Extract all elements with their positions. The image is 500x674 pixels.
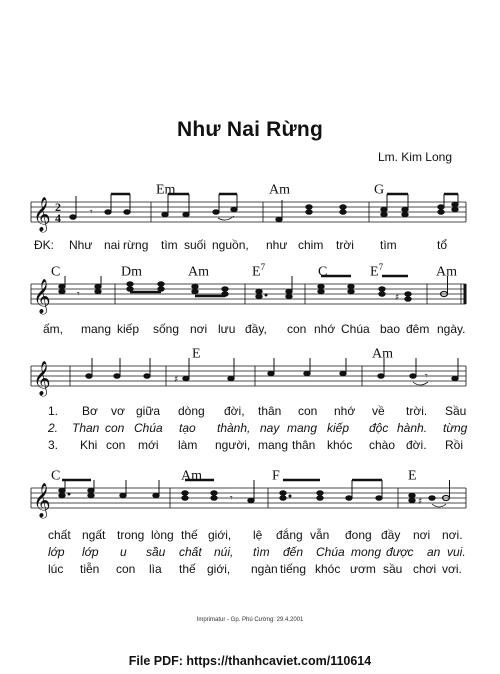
chord: E	[408, 468, 417, 484]
lyric-syllable: đong	[345, 528, 372, 542]
chord: F	[272, 468, 280, 484]
svg-text:𝄾: 𝄾	[425, 371, 428, 382]
lyric-syllable: khóc	[315, 562, 341, 576]
lyric-syllable: an	[427, 545, 441, 559]
lyric-syllable: sầu	[146, 545, 166, 559]
lyric-syllable: lìa	[149, 562, 162, 576]
lyric-syllable: nai	[104, 238, 121, 252]
lyric-syllable: tiếng	[280, 562, 307, 576]
svg-text:𝄾: 𝄾	[230, 493, 233, 504]
lyric-syllable: vơi.	[442, 562, 462, 576]
lyric-line	[0, 421, 500, 437]
chord: Em	[156, 182, 176, 198]
treble-clef-icon: 𝄞	[33, 197, 51, 232]
lyric-syllable: 1.	[48, 404, 59, 418]
lyric-syllable: mang	[287, 421, 318, 435]
lyric-syllable: ươm	[350, 562, 376, 576]
lyric-syllable: đời,	[224, 404, 245, 418]
lyric-syllable: tiễn	[80, 562, 100, 576]
pdf-link[interactable]: File PDF: https://thanhcaviet.com/110614	[128, 654, 372, 668]
lyric-syllable: sống	[153, 322, 180, 336]
lyric-syllable: mang	[81, 322, 112, 336]
lyric-syllable: làm	[178, 438, 198, 452]
lyric-syllable: trời	[336, 238, 354, 252]
lyric-syllable: tìm	[253, 545, 270, 559]
lyric-syllable: tìm	[161, 238, 178, 252]
lyric-syllable: ngất	[82, 528, 106, 542]
chord: $E^7$	[370, 262, 384, 280]
lyric-syllable: Chúa	[341, 322, 370, 336]
lyric-syllable: Chúa	[316, 545, 345, 559]
lyric-syllable: suối	[184, 238, 207, 252]
lyric-syllable: kiếp	[327, 421, 350, 435]
lyric-syllable: về	[372, 404, 385, 418]
lyric-syllable: vui.	[447, 545, 466, 559]
lyric-syllable: đến	[283, 545, 304, 559]
lyric-syllable: Than	[72, 421, 100, 435]
lyric-syllable: bao	[380, 322, 401, 336]
svg-text:𝄾: 𝄾	[77, 289, 80, 300]
lyric-syllable: sầu	[383, 562, 403, 576]
imprimatur-note: Imprimatur - Gp. Phú Cường: 29.4.2001	[196, 617, 304, 623]
lyric-syllable: ngày.	[437, 322, 466, 336]
staff-system-4	[0, 466, 500, 586]
treble-clef-icon: 𝄞	[33, 361, 51, 396]
chord: Am	[372, 346, 393, 362]
lyric-syllable: con	[298, 404, 318, 418]
chord: Am	[181, 468, 202, 484]
chord: Am	[188, 264, 209, 280]
chord: G	[374, 182, 385, 198]
lyric-syllable: tổ	[437, 238, 448, 252]
chord: $E^7$	[252, 262, 266, 280]
chord: Dm	[121, 264, 142, 280]
lyric-syllable: mới	[138, 438, 159, 452]
lyric-syllable: lệ	[253, 528, 263, 542]
lyric-syllable: thế	[179, 562, 196, 576]
lyric-syllable: hành.	[397, 421, 428, 435]
lyric-syllable: khóc	[327, 438, 353, 452]
composer: Lm. Kim Long	[377, 150, 452, 164]
lyric-syllable: Bơ	[82, 404, 98, 418]
lyric-syllable: ngàn	[251, 562, 278, 576]
lyric-line	[0, 238, 500, 254]
lyric-line	[0, 322, 500, 338]
lyric-syllable: chơi	[413, 562, 437, 576]
lyric-syllable: từng	[443, 421, 468, 435]
lyric-syllable: rừng	[123, 238, 149, 252]
lyric-syllable: 3.	[48, 438, 59, 452]
lyric-syllable: thế	[181, 528, 198, 542]
svg-text:♯: ♯	[395, 293, 400, 303]
song-title: Như Nai Rừng	[177, 118, 323, 141]
lyric-line	[0, 562, 500, 578]
lyric-syllable: chất	[179, 545, 202, 559]
lyric-syllable: vơ	[111, 404, 125, 418]
lyric-syllable: nguồn,	[212, 238, 249, 252]
chord: C	[318, 264, 328, 280]
lyric-syllable: dòng	[178, 404, 205, 418]
lyric-syllable: chim	[298, 238, 324, 252]
lyric-syllable: con	[287, 322, 307, 336]
lyric-syllable: lòng	[151, 528, 174, 542]
lyric-syllable: lúc	[48, 562, 64, 576]
lyric-syllable: nay	[260, 421, 280, 435]
lyric-syllable: mang	[258, 438, 289, 452]
lyric-syllable: 2.	[48, 421, 59, 435]
chord: C	[51, 468, 61, 484]
lyric-syllable: tạo	[179, 421, 196, 435]
lyric-line	[0, 438, 500, 454]
lyric-line	[0, 545, 500, 561]
lyric-syllable: độc	[369, 421, 389, 435]
svg-text:𝄾: 𝄾	[90, 207, 93, 218]
time-signature-bottom: 4	[55, 211, 61, 225]
lyric-syllable: chất	[48, 528, 71, 542]
lyric-syllable: Khi	[80, 438, 98, 452]
lyric-syllable: nhớ	[334, 404, 356, 418]
lyric-syllable: con	[106, 438, 126, 452]
lyric-syllable: nơi	[413, 528, 431, 542]
lyric-syllable: trời.	[406, 404, 428, 418]
lyric-line	[0, 528, 500, 544]
time-signature-top: 2	[55, 200, 61, 214]
lyric-syllable: núi,	[214, 545, 234, 559]
lyric-syllable: thân	[258, 404, 282, 418]
lyric-syllable: đầy	[381, 528, 401, 542]
lyric-syllable: Rồi	[445, 438, 464, 452]
lyric-syllable: nơi	[190, 322, 208, 336]
lyric-syllable: kiếp	[117, 322, 140, 336]
staff-system-2	[0, 262, 500, 342]
lyric-syllable: như	[266, 238, 288, 252]
lyric-syllable: giới,	[207, 562, 231, 576]
lyric-syllable: u	[120, 545, 127, 559]
lyric-syllable: đêm	[406, 322, 430, 336]
lyric-syllable: giữa	[136, 404, 161, 418]
chord: Am	[436, 264, 457, 280]
lyric-syllable: lớp	[82, 545, 99, 559]
lyric-syllable: thành,	[217, 421, 251, 435]
lyric-syllable: được	[386, 545, 414, 559]
staff-system-1	[0, 180, 500, 260]
treble-clef-icon: 𝄞	[33, 483, 51, 518]
lyric-line	[0, 404, 500, 420]
lyric-syllable: tìm	[380, 238, 397, 252]
lyric-syllable: thân	[292, 438, 316, 452]
lyric-syllable: chào	[369, 438, 396, 452]
lyric-syllable: Sầu	[445, 404, 467, 418]
lyric-syllable: lớp	[48, 545, 65, 559]
lyric-syllable: mong	[351, 545, 382, 559]
lyric-syllable: nơi.	[442, 528, 463, 542]
lyric-syllable: Như	[69, 238, 93, 252]
treble-clef-icon: 𝄞	[33, 279, 51, 314]
lyric-syllable: lưu	[218, 322, 236, 336]
lyric-syllable: ĐK:	[34, 238, 55, 252]
lyric-syllable: ấm,	[43, 322, 64, 336]
lyric-syllable: con	[105, 421, 125, 435]
chord: E	[192, 346, 201, 362]
svg-text:♯: ♯	[174, 375, 179, 385]
staff-system-3	[0, 344, 500, 454]
lyric-syllable: người,	[215, 438, 251, 452]
lyric-syllable: nhớ	[314, 322, 336, 336]
lyric-syllable: con	[116, 562, 136, 576]
svg-text:♯: ♯	[418, 497, 423, 507]
lyric-syllable: trong	[117, 528, 145, 542]
lyric-syllable: đời.	[406, 438, 427, 452]
chord: C	[51, 264, 61, 280]
chord: Am	[269, 182, 290, 198]
lyric-syllable: vẫn	[310, 528, 330, 542]
lyric-syllable: Chúa	[134, 421, 163, 435]
lyric-syllable: giới,	[208, 528, 232, 542]
lyric-syllable: đầy,	[245, 322, 267, 336]
lyric-syllable: đắng	[276, 528, 303, 542]
